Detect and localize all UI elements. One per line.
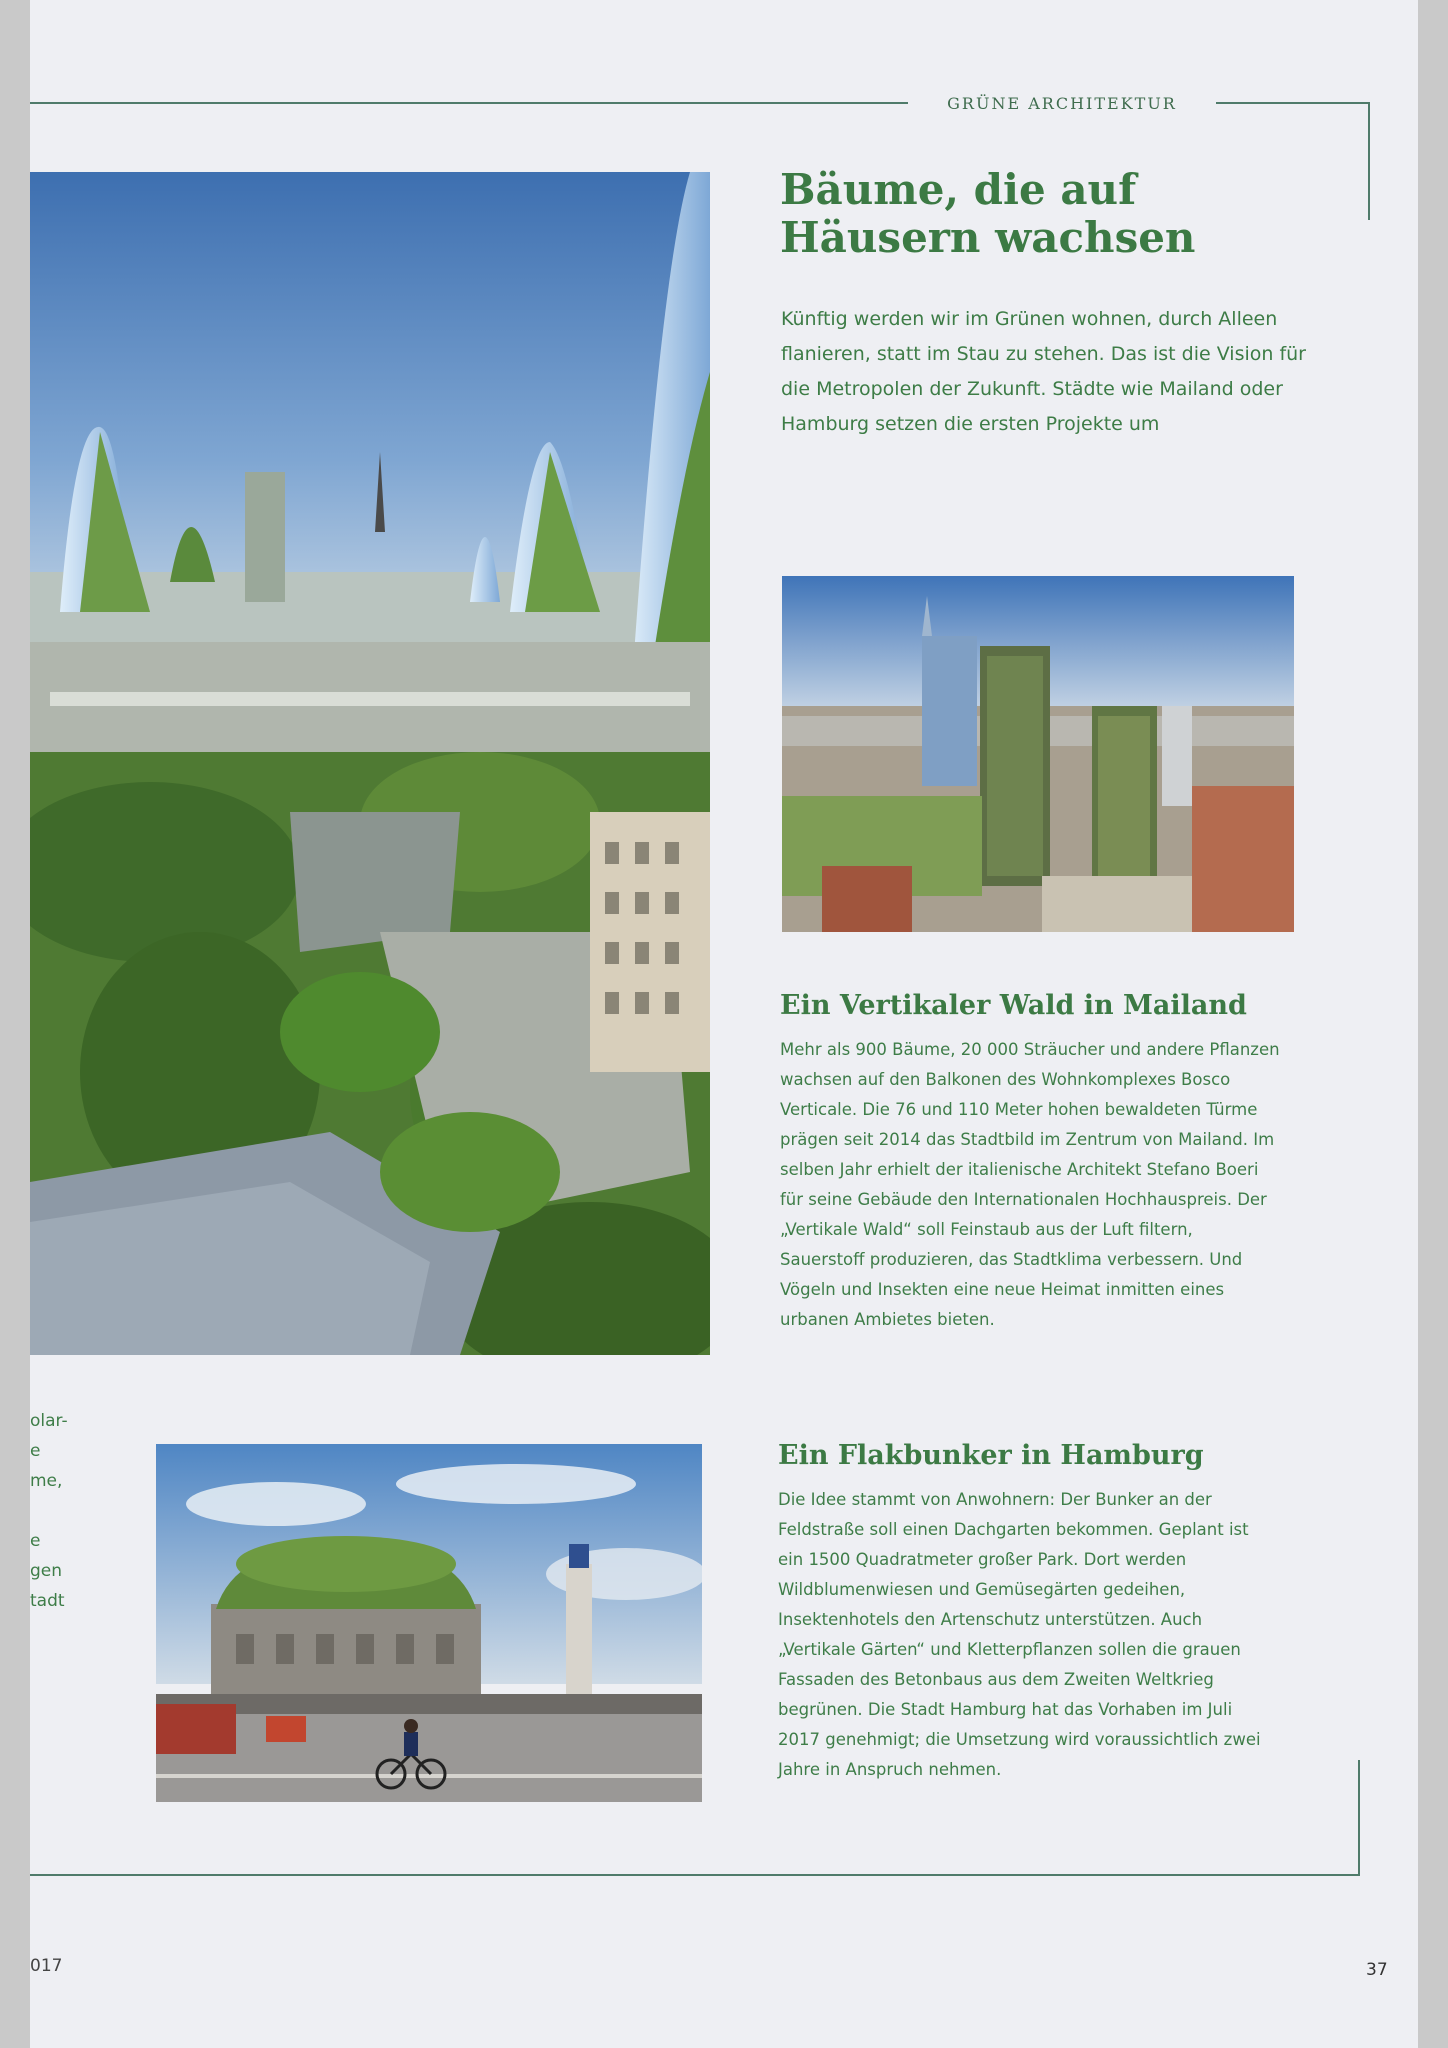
magazine-page (30, 0, 1418, 2048)
right-vertical-rule-top (1368, 102, 1370, 220)
section-label: GRÜNE ARCHITEKTUR (908, 90, 1216, 118)
margin-fragment: gen (30, 1561, 63, 1581)
section2-body: Die Idee stammt von Anwohnern: Der Bunker an der Feldstraße soll einen Dachgarten bekommen. Geplant ist ein 1500 Quadratmeter großer Park. Dort werden Wildblumenwiesen und Gemüsegärten gedeihen, Insektenhotels den Artenschutz unterstützen. Auch „Vertikale Gärten“ und Kletterpflanzen sollen die grauen Fassaden des Betonbaus aus dem Zweiten Weltkrieg begrünen. Die Stadt Hamburg hat das Vorhaben im Juli 2017 genehmigt; die Umsetzung wird voraussichtlich zwei Jahre in Anspruch nehmen. (778, 1490, 1261, 1779)
article-title (780, 166, 1340, 262)
left-margin-text-fragments (30, 1406, 90, 1616)
title-line-1: Bäume, die auf (780, 165, 1137, 214)
margin-fragment (30, 1496, 90, 1526)
page-number: 37 (1366, 1960, 1388, 1980)
title-line-2: Häusern wachsen (780, 213, 1196, 262)
margin-fragment: e (30, 1531, 41, 1551)
hamburg-flakbunker-image (156, 1444, 702, 1802)
right-vertical-rule-bottom (1358, 1760, 1360, 1876)
section1-body: Mehr als 900 Bäume, 20 000 Sträucher und andere Pflanzen wachsen auf den Balkonen des Wohnkomplexes Bosco Verticale. Die 76 und 110 Meter hohen bewaldeten Türme prägen seit 2014 das Stadtbild im Zentrum von Mailand. Im selben Jahr erhielt der italienische Architekt Stefano Boeri für seine Gebäude den Internationalen Hochhauspreis. Der „Vertikale Wald“ soll Feinstaub aus der Luft filtern, Sauerstoff produzieren, das Stadtklima verbessern. Und Vögeln und Insekten eine neue Heimat inmitten eines urbanen Ambietes bieten. (780, 1040, 1280, 1329)
margin-fragment: me, (30, 1471, 63, 1491)
bottom-rule (30, 1874, 1360, 1876)
paris-vision-image (30, 172, 710, 1355)
article-intro: Künftig werden wir im Grünen wohnen, durch Alleen flanieren, statt im Stau zu stehen. Das ist die Vision für die Metropolen der Zukunft. Städte wie Mailand oder Hamburg setzen die ersten Projekte um (781, 308, 1306, 435)
section1-heading: Ein Vertikaler Wald in Mailand (780, 990, 1247, 1021)
milan-bosco-verticale-image (782, 576, 1294, 932)
margin-fragment: e (30, 1441, 41, 1461)
margin-fragment: olar- (30, 1411, 68, 1431)
margin-fragment: tadt (30, 1591, 65, 1611)
section2-heading: Ein Flakbunker in Hamburg (778, 1440, 1204, 1471)
left-page-number-fragment: 017 (30, 1956, 63, 1976)
